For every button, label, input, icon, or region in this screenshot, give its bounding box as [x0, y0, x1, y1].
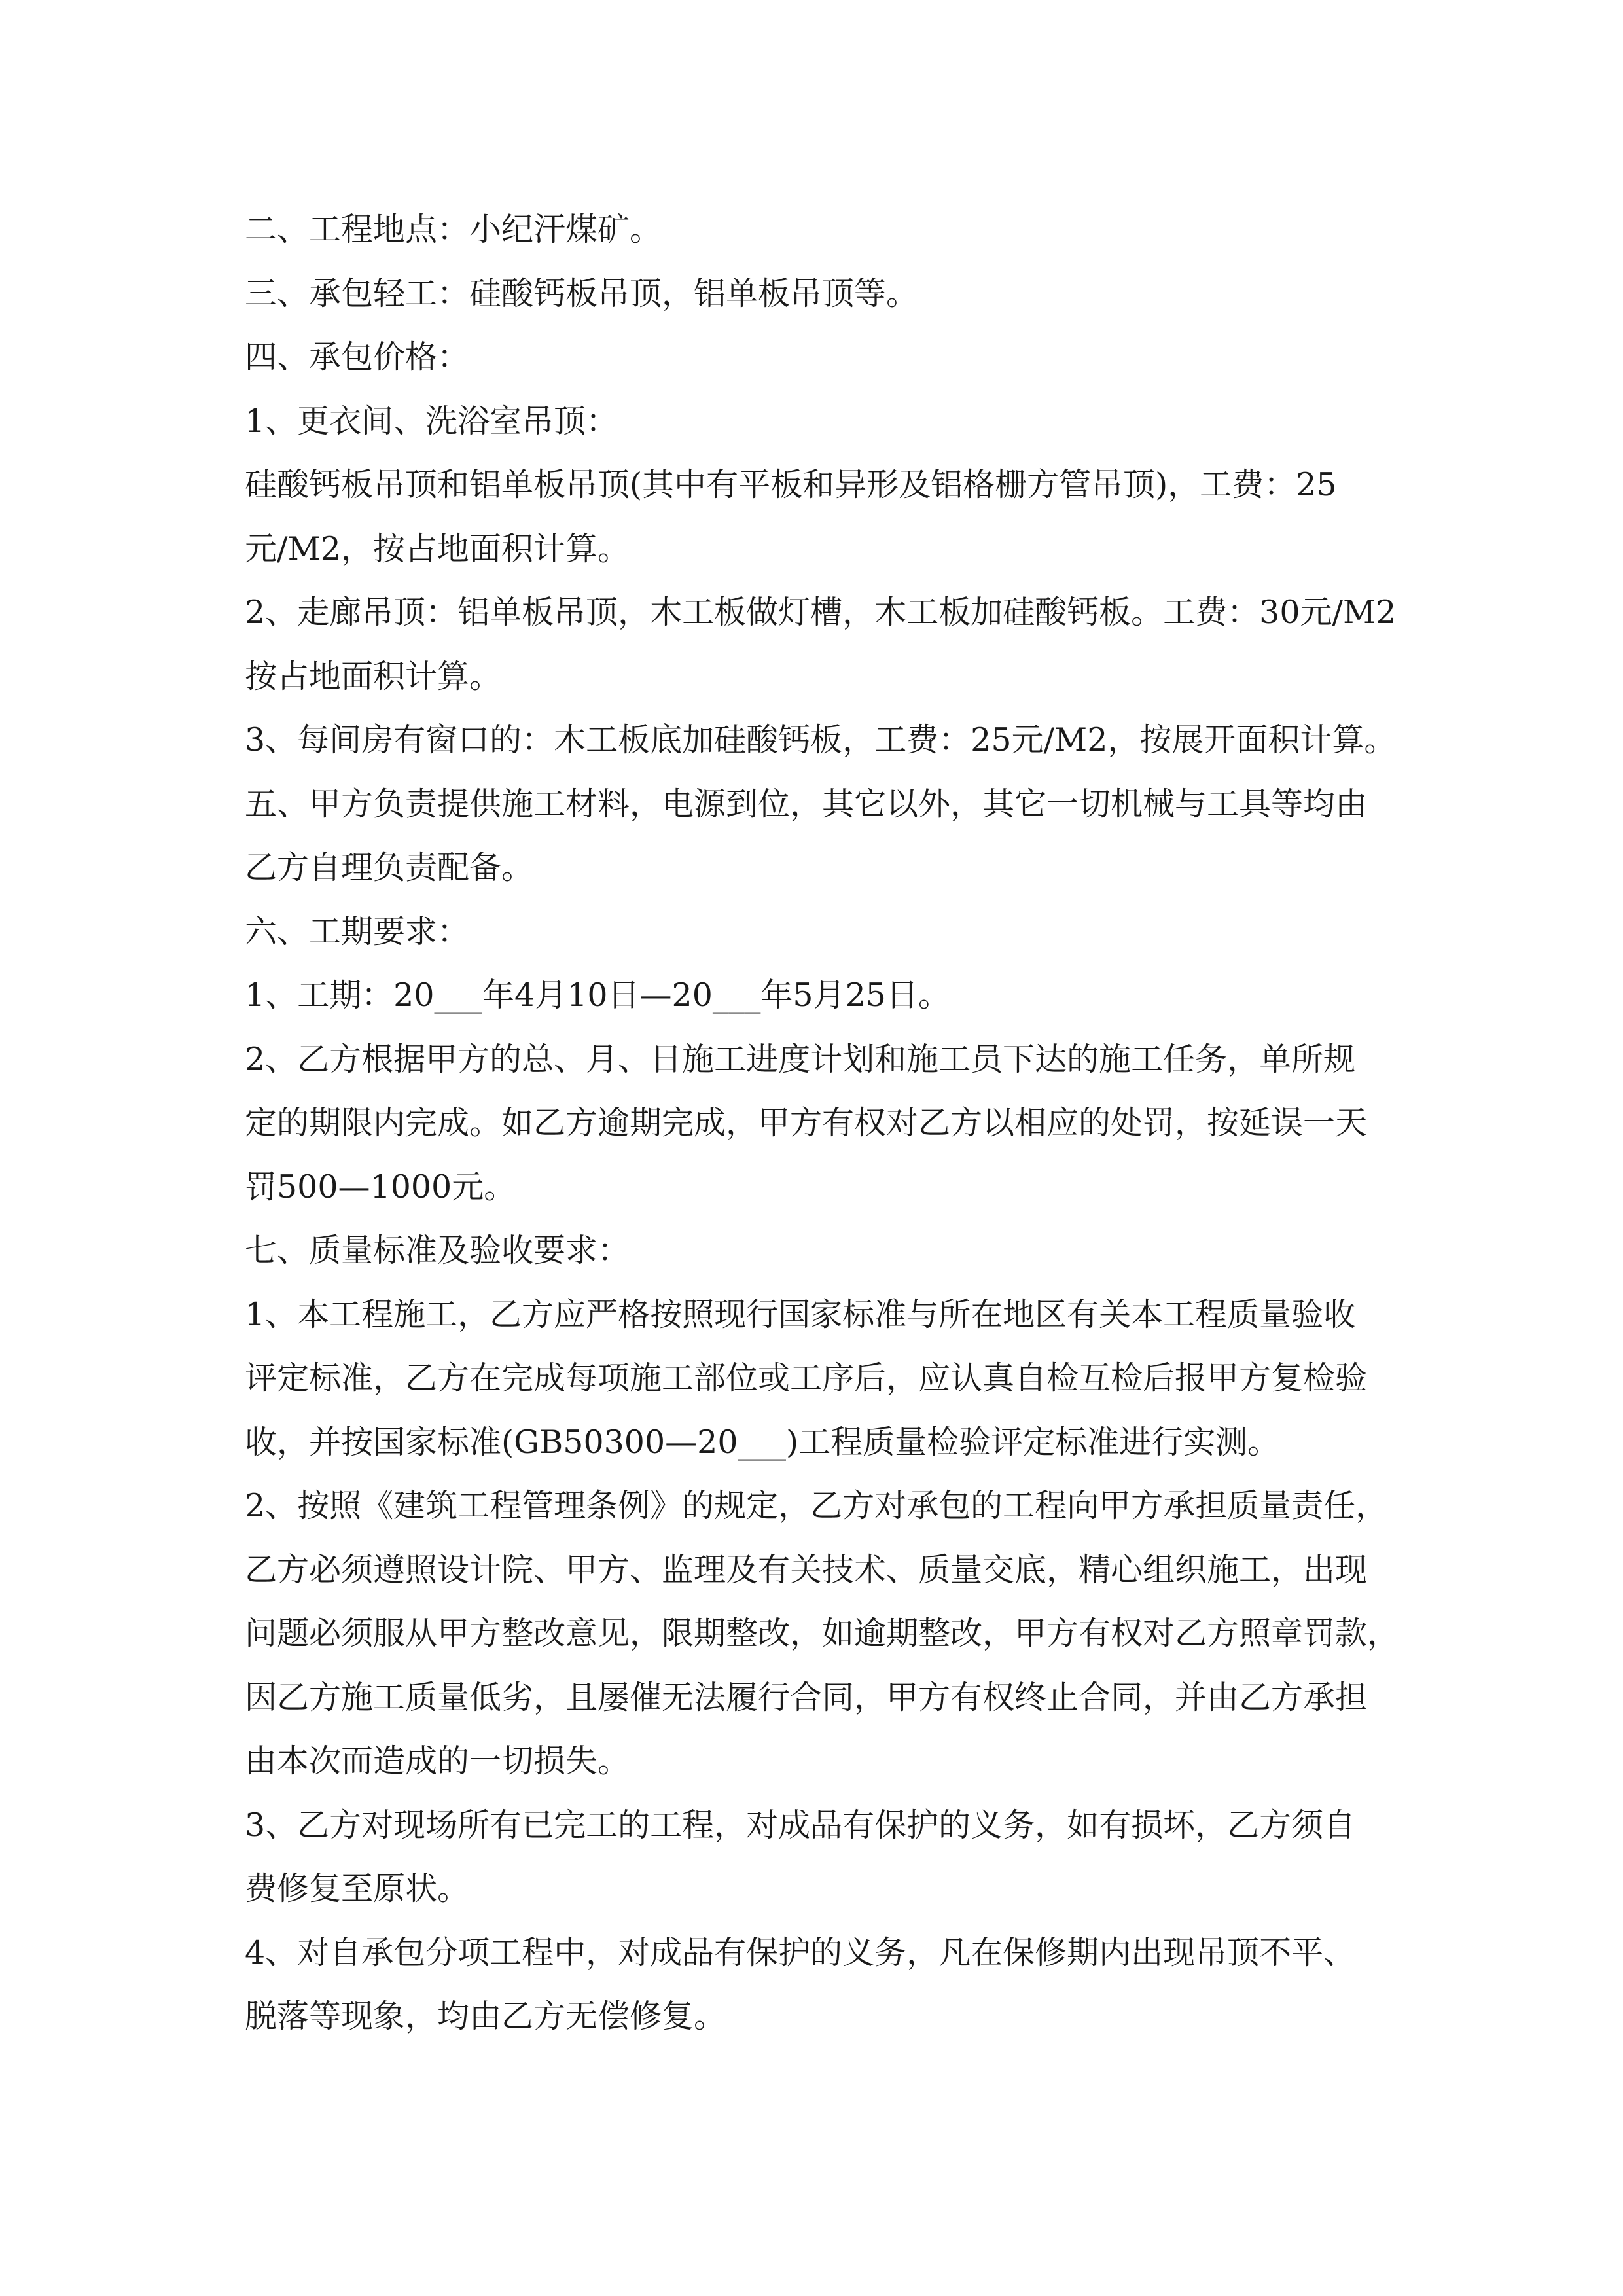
text-line: 2、乙方根据甲方的总、月、日施工进度计划和施工员下达的施工任务，单所规: [245, 1040, 1356, 1078]
text-line: 二、工程地点：小纪汗煤矿。: [245, 211, 662, 248]
text-line: 六、工期要求：: [245, 912, 470, 950]
text-line: 七、质量标准及验收要求：: [245, 1232, 630, 1269]
text-line: 2、走廊吊顶：铝单板吊顶，木工板做灯槽，木工板加硅酸钙板。工费：30元/M2: [245, 594, 1397, 631]
text-line: 2、按照《建筑工程管理条例》的规定，乙方对承包的工程向甲方承担质量责任，: [245, 1487, 1388, 1524]
text-line: 三、承包轻工：硅酸钙板吊顶，铝单板吊顶等。: [245, 274, 919, 312]
document-body: [245, 198, 1400, 2049]
text-line: 定的期限内完成。如乙方逾期完成，甲方有权对乙方以相应的处罚，按延误一天: [245, 1104, 1368, 1141]
text-line: 因乙方施工质量低劣，且屡催无法履行合同，甲方有权终止合同，并由乙方承担: [245, 1678, 1368, 1716]
text-line: 四、承包价格：: [245, 338, 470, 376]
text-line: 1、更衣间、洗浴室吊顶：: [245, 402, 618, 440]
text-line: 4、对自承包分项工程中，对成品有保护的义务，凡在保修期内出现吊顶不平、: [245, 1933, 1356, 1971]
text-line: 脱落等现象，均由乙方无偿修复。: [245, 1998, 726, 2035]
text-line: 乙方自理负责配备。: [245, 849, 534, 886]
text-line: 3、乙方对现场所有已完工的工程，对成品有保护的义务，如有损坏，乙方须自: [245, 1806, 1356, 1844]
text-line: 按占地面积计算。: [245, 657, 502, 695]
text-line: 硅酸钙板吊顶和铝单板吊顶(其中有平板和异形及铝格栅方管吊顶)，工费：25: [245, 466, 1337, 503]
text-line: 元/M2，按占地面积计算。: [245, 529, 630, 567]
text-line: 费修复至原状。: [245, 1870, 470, 1907]
text-line: 3、每间房有窗口的：木工板底加硅酸钙板，工费：25元/M2，按展开面积计算。: [245, 721, 1397, 759]
text-line: 五、甲方负责提供施工材料，电源到位，其它以外，其它一切机械与工具等均由: [245, 785, 1368, 823]
text-line: 罚500—1000元。: [245, 1168, 516, 1206]
text-line: 乙方必须遵照设计院、甲方、监理及有关技术、质量交底，精心组织施工，出现: [245, 1551, 1368, 1588]
text-line: 1、本工程施工，乙方应严格按照现行国家标准与所在地区有关本工程质量验收: [245, 1295, 1356, 1333]
text-line: 1、工期：20___年4月10日—20___年5月25日。: [245, 977, 950, 1014]
text-line: 收，并按国家标准(GB50300—20___)工程质量检验评定标准进行实测。: [245, 1423, 1280, 1461]
text-line: 由本次而造成的一切损失。: [245, 1742, 630, 1780]
text-line: 问题必须服从甲方整改意见，限期整改，如逾期整改，甲方有权对乙方照章罚款，: [245, 1615, 1400, 1652]
text-line: 评定标准，乙方在完成每项施工部位或工序后，应认真自检互检后报甲方复检验: [245, 1359, 1368, 1397]
